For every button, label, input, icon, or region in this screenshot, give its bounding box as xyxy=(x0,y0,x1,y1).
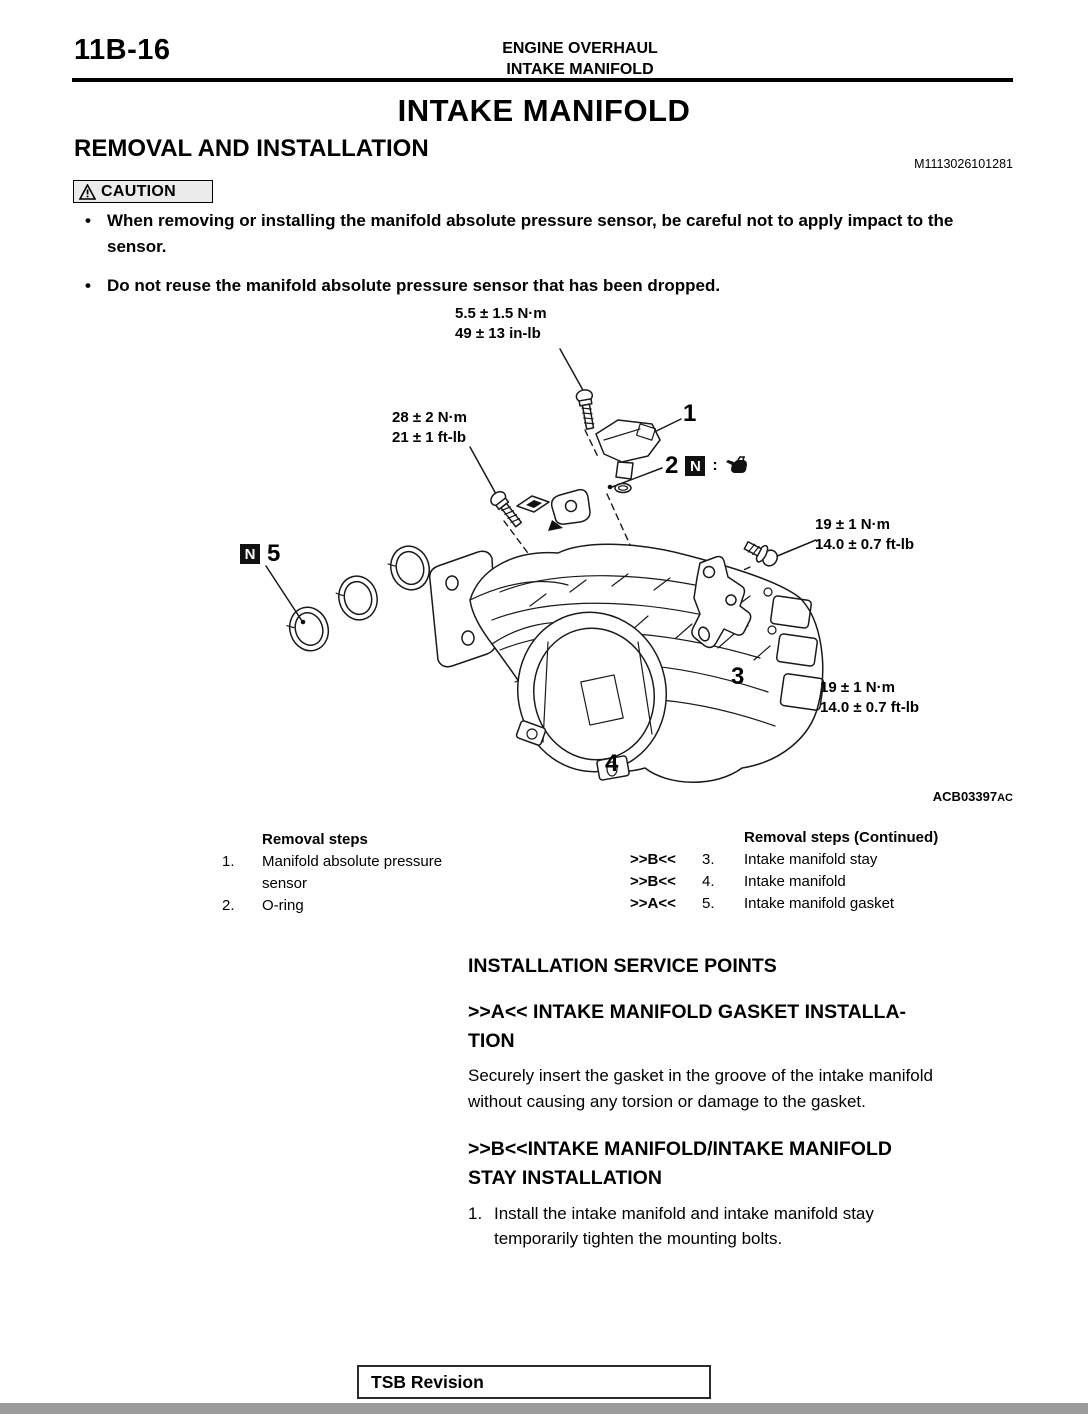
service-point-a-title: >>A<< INTAKE MANIFOLD GASKET INSTALLA- TION xyxy=(468,1001,907,1052)
torque-label-manifold-bolt: 28 ± 2 N·m 21 ± 1 ft-lb xyxy=(392,409,467,446)
caution-label: CAUTION xyxy=(101,182,176,200)
torque-label-stay-lower: 19 ± 1 N·m 14.0 ± 0.7 ft-lb xyxy=(820,679,920,716)
part-label-5: 5 xyxy=(267,540,281,567)
torque-label-sensor-bolt: 5.5 ± 1.5 N·m 49 ± 13 in-lb xyxy=(455,305,547,342)
part-label-2: 2 xyxy=(665,452,679,479)
removal-steps-left xyxy=(222,829,492,917)
part-label-3: 3 xyxy=(731,663,745,690)
new-part-icon: N xyxy=(240,544,260,564)
installation-heading: INSTALLATION SERVICE POINTS xyxy=(468,955,777,977)
service-point-a-body: Securely insert the gasket in the groove of the intake manifold without causing any torsion or damage to the gasket. xyxy=(468,1066,933,1111)
header-line1: ENGINE OVERHAUL xyxy=(502,40,658,57)
removal-steps-continued-heading: Removal steps (Continued) xyxy=(744,829,939,846)
intake-manifold-stay xyxy=(692,557,751,648)
removal-step: 1. Manifold absolute pressure sensor xyxy=(222,853,443,892)
page-bottom-bar xyxy=(0,1403,1088,1414)
removal-step: 2. O-ring xyxy=(222,897,304,914)
bullet-marker: • xyxy=(85,211,91,230)
removal-steps-right xyxy=(630,827,1020,915)
caution-text: When removing or installing the manifold absolute pressure sensor, be careful not to apply impact to the sensor. xyxy=(107,211,954,256)
service-point-b-title: >>B<<INTAKE MANIFOLD/INTAKE MANIFOLD STAY INSTALLATION xyxy=(468,1138,892,1189)
page-title: INTAKE MANIFOLD xyxy=(397,93,691,128)
section-heading: REMOVAL AND INSTALLATION xyxy=(74,135,429,162)
oil-can-icon xyxy=(725,456,749,476)
manifold-gasket-3 xyxy=(385,542,435,595)
doc-number: M1113026101281 xyxy=(914,157,1013,171)
manifold-gasket-2 xyxy=(333,572,381,624)
intake-manifold-body xyxy=(430,544,824,785)
figure-code: ACB03397AC xyxy=(932,789,1013,804)
sensor-bracket xyxy=(548,490,590,531)
gasket-chip xyxy=(517,496,549,512)
tsb-revision-box: TSB Revision xyxy=(357,1365,711,1399)
removal-step: >>A<< 5. Intake manifold gasket xyxy=(630,895,895,912)
part-label-4: 4 xyxy=(605,750,619,777)
part-label-1: 1 xyxy=(683,400,697,427)
removal-step: >>B<< 3. Intake manifold stay xyxy=(630,851,878,868)
installation-service-points xyxy=(468,955,1016,1251)
sensor-bolt xyxy=(575,389,598,430)
header-line2: INTAKE MANIFOLD xyxy=(506,61,654,78)
new-part-icon: N xyxy=(685,456,705,476)
service-point-b-step: 1. Install the intake manifold and intake manifold stay temporarily tighten the mounting bolts. xyxy=(468,1204,874,1248)
removal-step: >>B<< 4. Intake manifold xyxy=(630,873,846,890)
separator: : xyxy=(712,457,718,474)
page-number: 11B-16 xyxy=(74,34,171,66)
part-label-5-row xyxy=(240,540,280,568)
manifold-gasket-1 xyxy=(283,602,334,656)
part-label-2-row xyxy=(665,452,749,480)
removal-steps-heading: Removal steps xyxy=(262,831,368,848)
stay-bolt-upper xyxy=(742,537,780,569)
torque-label-stay-upper: 19 ± 1 N·m 14.0 ± 0.7 ft-lb xyxy=(815,516,915,553)
bullet-marker: • xyxy=(85,276,91,295)
caution-text: Do not reuse the manifold absolute pressure sensor that has been dropped. xyxy=(107,276,721,295)
